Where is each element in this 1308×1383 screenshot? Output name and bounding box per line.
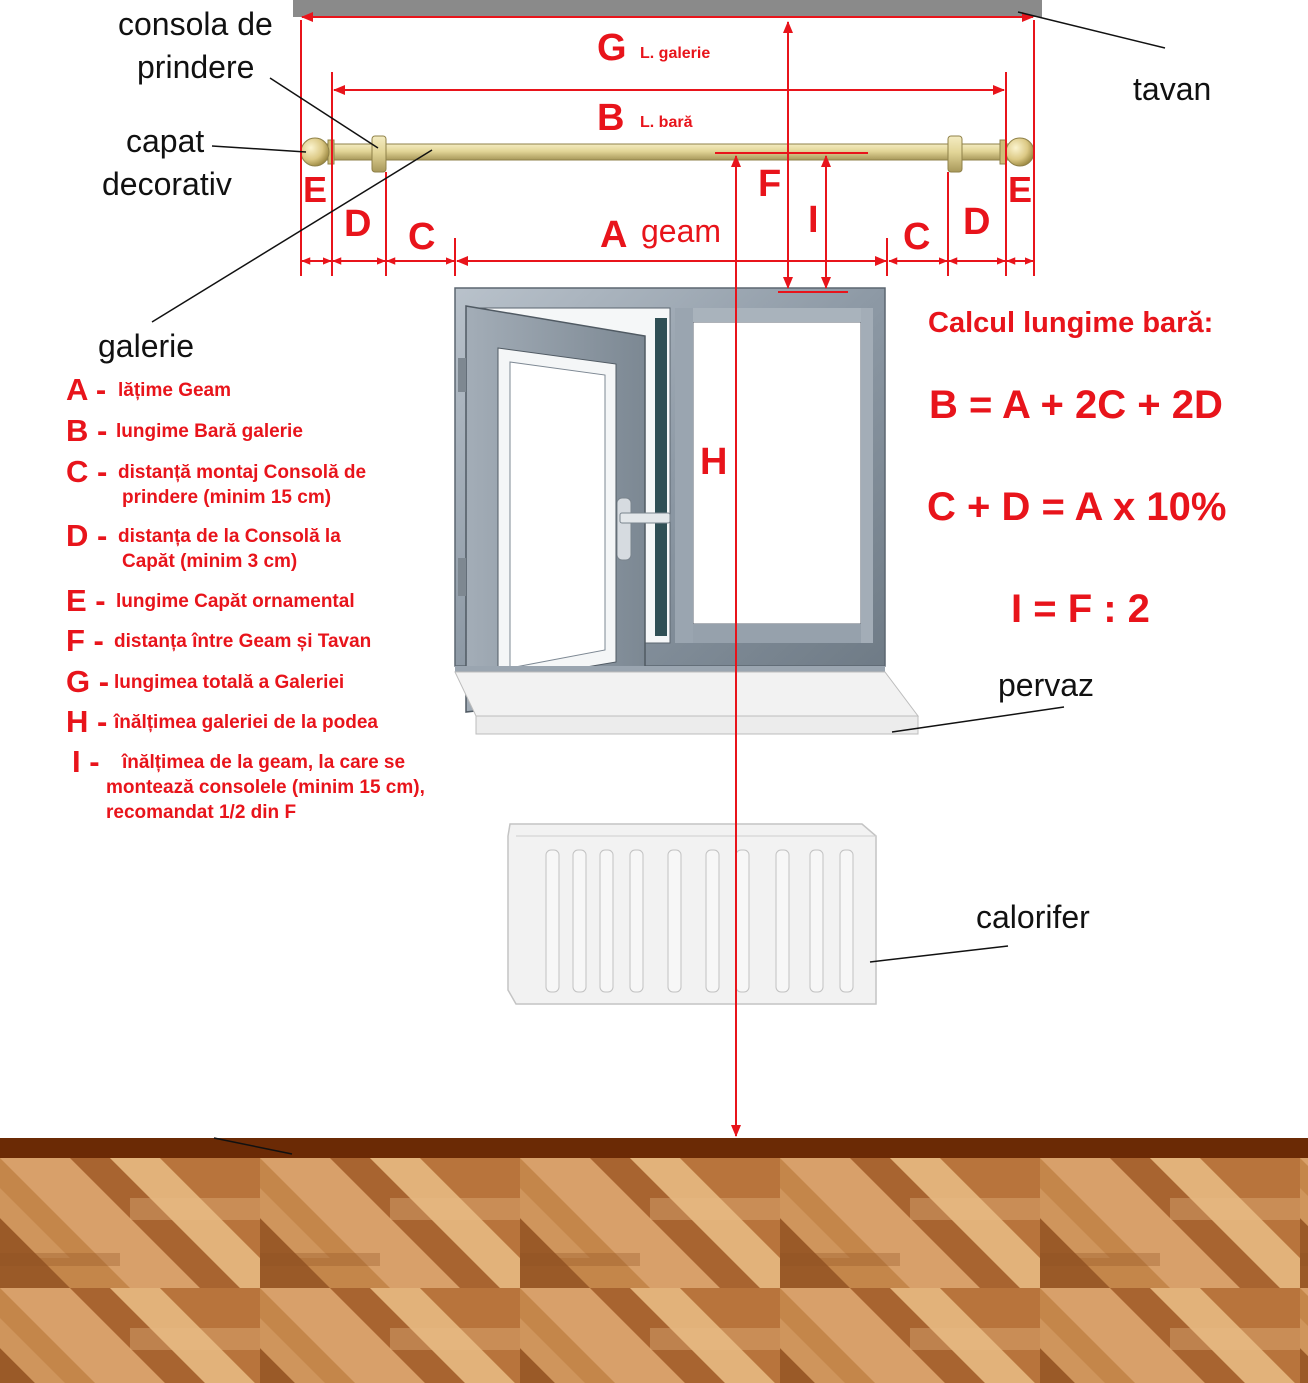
label-capat-line1: capat bbox=[126, 123, 205, 159]
legend-text-0-0: lățime Geam bbox=[118, 380, 231, 401]
window bbox=[455, 288, 885, 712]
legend-text-2-1: prindere (minim 15 cm) bbox=[122, 487, 332, 508]
legend-text-4-0: lungime Capăt ornamental bbox=[116, 591, 355, 612]
legend-letter-0: A - bbox=[66, 372, 107, 407]
dim-B: B bbox=[597, 97, 625, 139]
dim-I: I bbox=[808, 199, 819, 241]
dim-D-right: D bbox=[963, 201, 991, 243]
calc-formula-3: I = F : 2 bbox=[1011, 587, 1150, 631]
right-finial bbox=[1006, 138, 1034, 166]
calc-section bbox=[927, 307, 1226, 631]
radiator-fin bbox=[840, 850, 853, 992]
dim-E-right: E bbox=[1008, 169, 1033, 210]
legend-letter-7: H - bbox=[66, 704, 108, 739]
label-capat-line2: decorativ bbox=[102, 166, 232, 202]
legend-letter-6: G - bbox=[66, 664, 110, 699]
legend-letter-8: I - bbox=[72, 744, 100, 779]
radiator-fin bbox=[573, 850, 586, 992]
dim-D-left: D bbox=[344, 203, 372, 245]
left-bracket bbox=[372, 136, 386, 172]
legend-text-1-0: lungime Bară galerie bbox=[116, 421, 303, 442]
radiator-fin bbox=[600, 850, 613, 992]
label-calorifer: calorifer bbox=[976, 899, 1090, 935]
label-galerie: galerie bbox=[98, 328, 195, 364]
radiator-fin bbox=[706, 850, 719, 992]
window-sill bbox=[455, 672, 918, 734]
legend-text-8-2: recomandat 1/2 din F bbox=[106, 802, 297, 823]
calc-formula-2: C + D = A x 10% bbox=[927, 485, 1227, 529]
radiator-fin bbox=[546, 850, 559, 992]
calc-formula-1: B = A + 2C + 2D bbox=[929, 383, 1223, 427]
dim-C-left: C bbox=[408, 216, 436, 258]
dim-F: F bbox=[758, 163, 782, 205]
radiator-fin bbox=[736, 850, 749, 992]
calc-title: Calcul lungime bară: bbox=[928, 307, 1214, 339]
label-consola-line1: consola de bbox=[118, 6, 273, 42]
legend-letter-1: B - bbox=[66, 413, 108, 448]
radiator-fin bbox=[776, 850, 789, 992]
legend-text-3-0: distanța de la Consolă la bbox=[118, 526, 341, 547]
legend-text-3-1: Capăt (minim 3 cm) bbox=[122, 551, 298, 572]
dim-G-sub: L. galerie bbox=[640, 45, 711, 62]
label-consola-line2: prindere bbox=[137, 49, 255, 85]
dim-B-sub: L. bară bbox=[640, 114, 693, 131]
label-pervaz: pervaz bbox=[998, 667, 1095, 703]
dim-E-left: E bbox=[303, 169, 328, 210]
legend-text-6-0: lungimea totală a Galeriei bbox=[114, 672, 345, 693]
radiator-fin bbox=[810, 850, 823, 992]
ceiling bbox=[293, 0, 1042, 17]
legend-text-7-0: înălțimea galeriei de la podea bbox=[114, 712, 378, 733]
legend-letter-4: E - bbox=[66, 583, 106, 618]
legend-letter-3: D - bbox=[66, 518, 108, 553]
dim-A: A bbox=[600, 214, 628, 256]
dim-A-sub: geam bbox=[641, 213, 722, 249]
legend-text-5-0: distanța între Geam și Tavan bbox=[114, 631, 372, 652]
curtain-rod bbox=[301, 136, 1034, 172]
dim-G: G bbox=[597, 27, 627, 69]
dim-H: H bbox=[700, 441, 728, 483]
legend-text-8-0: înălțimea de la geam, la care se bbox=[122, 752, 406, 773]
radiator bbox=[508, 824, 876, 1004]
legend-text-2-0: distanță montaj Consolă de bbox=[118, 462, 367, 483]
dim-C-right: C bbox=[903, 216, 931, 258]
legend bbox=[66, 372, 425, 823]
floor bbox=[0, 1138, 1308, 1383]
legend-text-8-1: montează consolele (minim 15 cm), bbox=[106, 777, 425, 798]
right-bracket bbox=[948, 136, 962, 172]
radiator-fin bbox=[668, 850, 681, 992]
legend-letter-2: C - bbox=[66, 454, 108, 489]
label-tavan: tavan bbox=[1133, 71, 1212, 107]
radiator-fin bbox=[630, 850, 643, 992]
legend-letter-5: F - bbox=[66, 623, 104, 658]
